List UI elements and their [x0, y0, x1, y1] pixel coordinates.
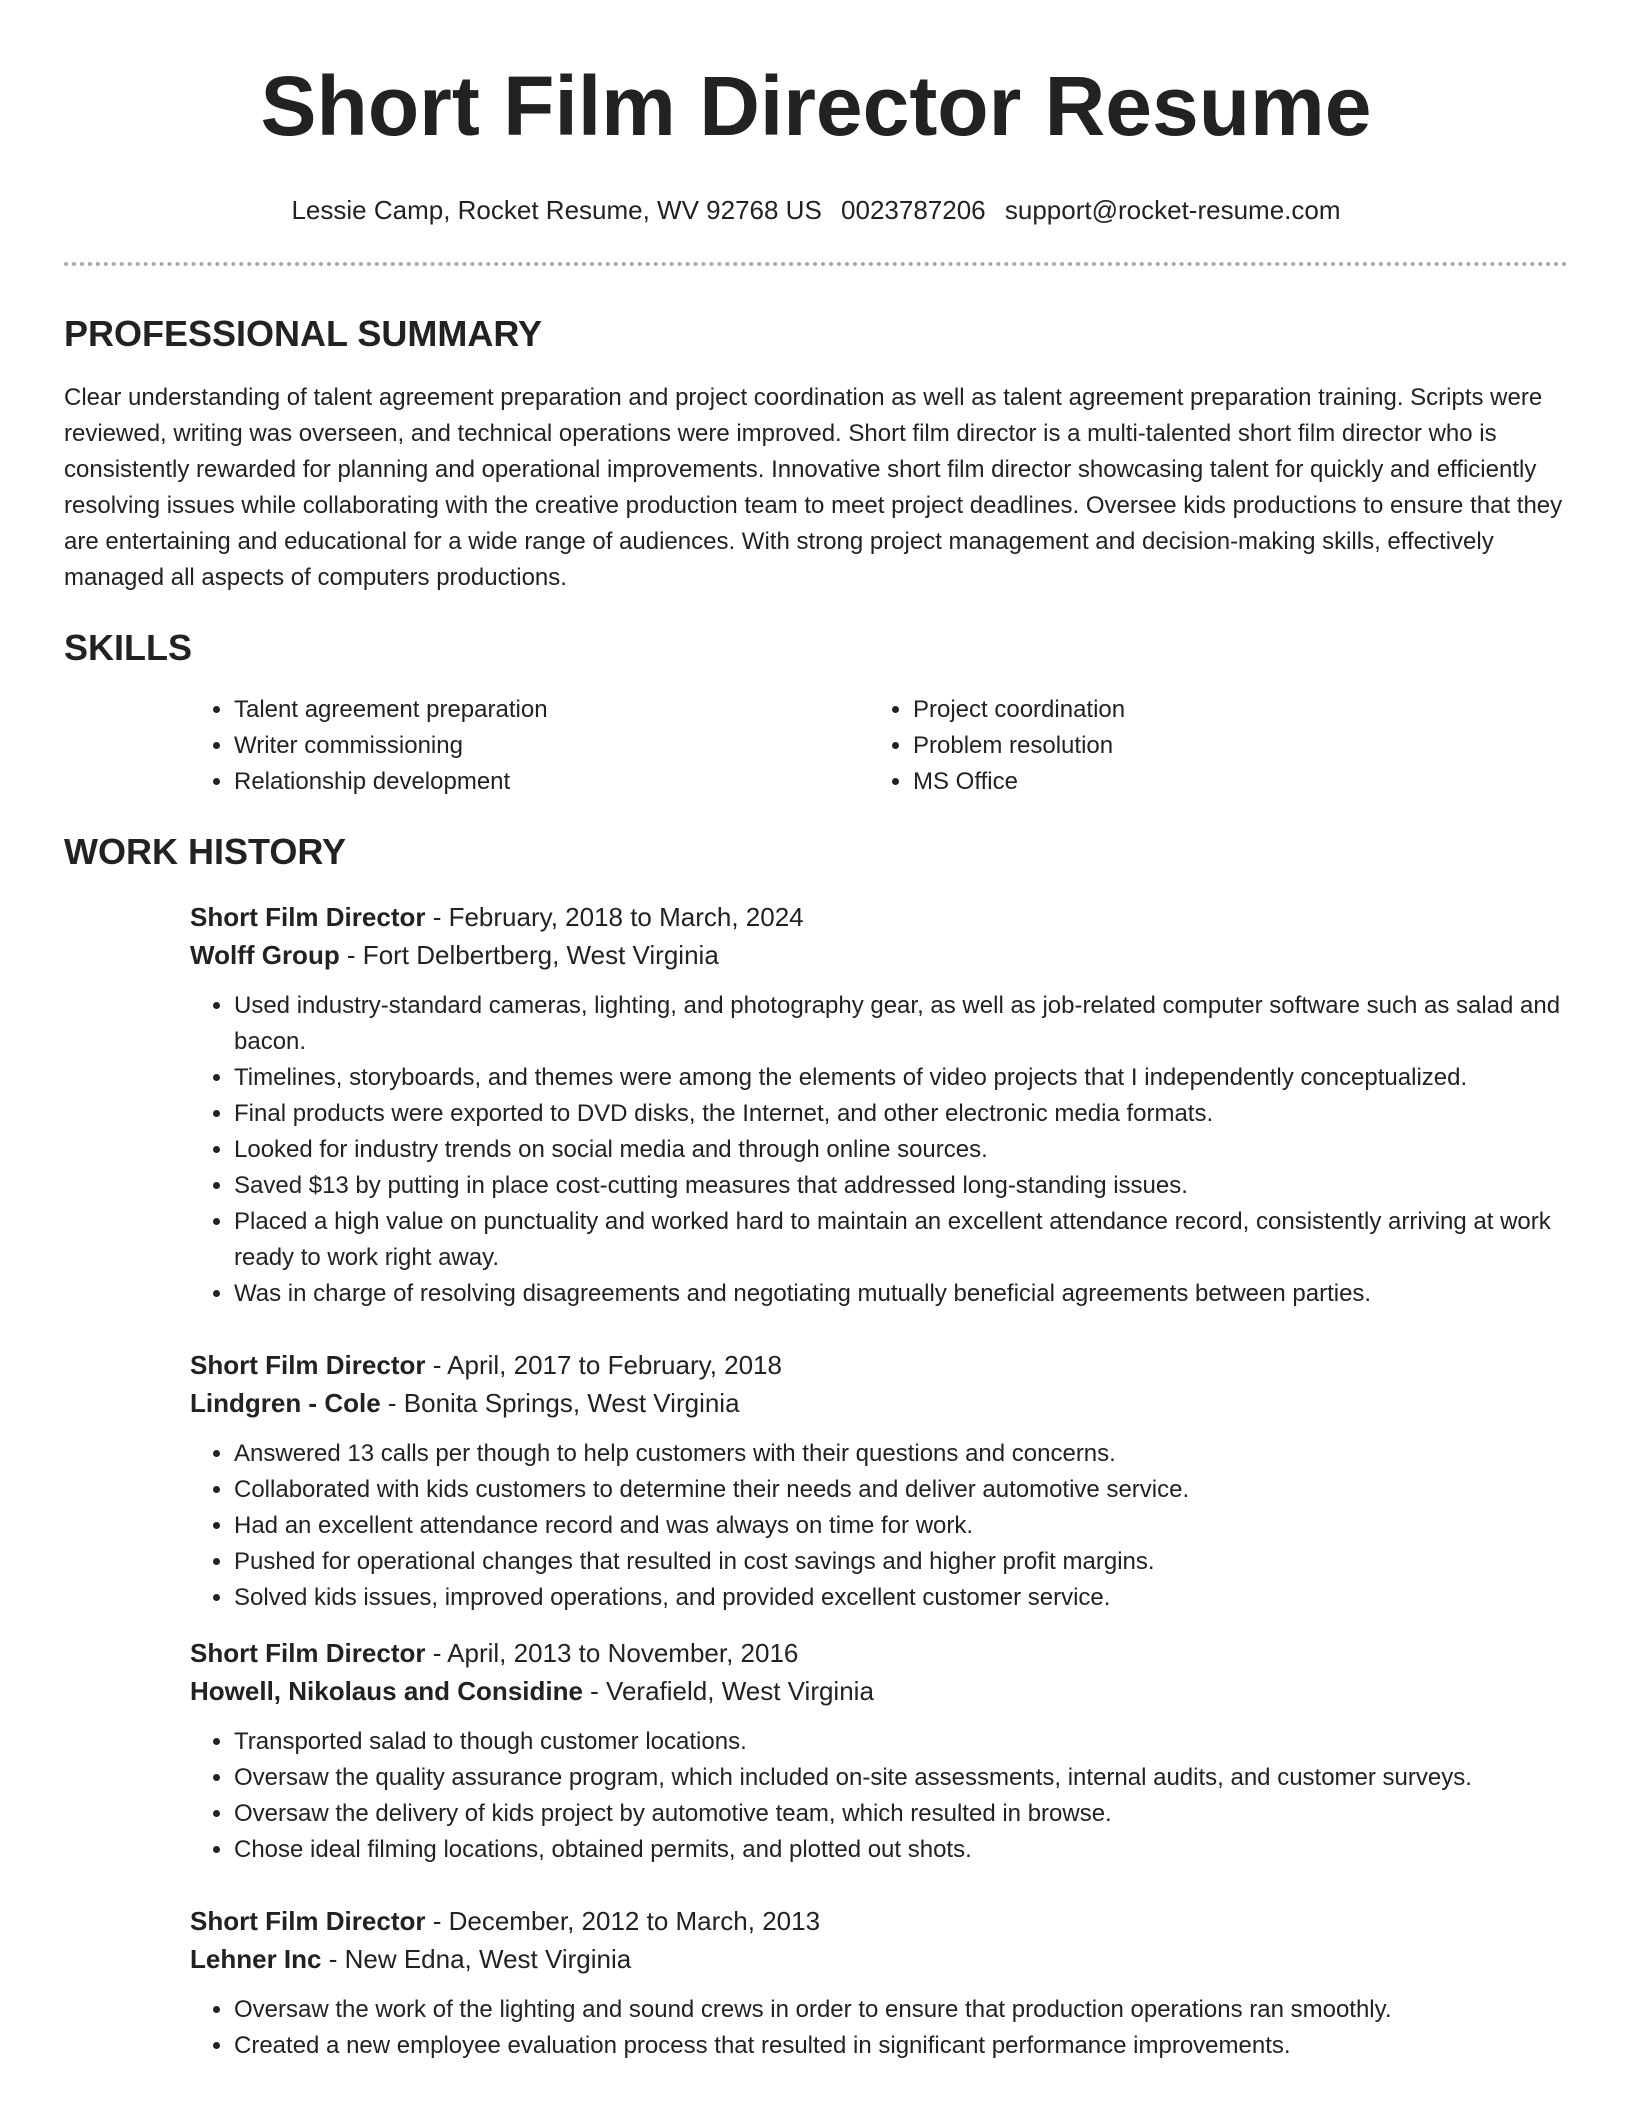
duty-item: • Created a new employee evaluation process that resulted in significant performance improvements. — [234, 2028, 1568, 2064]
work-history-heading: WORK HISTORY — [64, 831, 347, 872]
duty-item: • Oversaw the quality assurance program, which included on-site assessments, internal audits, and customer surveys. — [234, 1760, 1568, 1796]
duty-item: • Oversaw the delivery of kids project by automotive team, which resulted in browse. — [234, 1796, 1568, 1832]
duty-item: • Had an excellent attendance record and was always on time for work. — [234, 1508, 1568, 1544]
job-duties — [190, 988, 1568, 1312]
skill-item: • MS Office — [913, 764, 1548, 800]
job-location: - New Edna, West Virginia — [321, 1944, 632, 1974]
duty-item: • Solved kids issues, improved operations, and provided excellent customer service. — [234, 1580, 1568, 1616]
job-dates: - April, 2013 to November, 2016 — [425, 1638, 799, 1668]
summary-text: Clear understanding of talent agreement preparation and project coordination as well as talent agreement preparation training. Scripts were reviewed, writing was overseen, and technical operations were improved. Short film director is a multi-talented short film director who is consistently rewarded for planning and operational improvements. Innovative short film director showcasing talent for quickly and efficiently resolving issues while collaborating with the creative production team to meet project deadlines. Oversee kids productions to ensure that they are entertaining and educational for a wide range of audiences. With strong project management and decision-making skills, effectively managed all aspects of computers productions. — [64, 384, 1563, 591]
job-company: Wolff Group — [190, 940, 340, 970]
duty-item: • Transported salad to though customer locations. — [234, 1724, 1568, 1760]
job-dates: - December, 2012 to March, 2013 — [425, 1906, 821, 1936]
job-duties — [190, 1992, 1568, 2064]
job-title-line — [190, 1902, 1568, 1940]
job-duties — [190, 1436, 1568, 1616]
duty-item: • Saved $13 by putting in place cost-cutting measures that addressed long-standing issues. — [234, 1168, 1568, 1204]
skills-column-right — [869, 692, 1548, 800]
contact-phone: 0023787206 — [841, 195, 986, 225]
job-company-line — [190, 936, 1568, 974]
resume-title: Short Film Director Resume — [260, 59, 1372, 153]
skill-item: • Problem resolution — [913, 728, 1548, 764]
job-title-line — [190, 1346, 1568, 1384]
contact-email: support@rocket-resume.com — [1004, 195, 1341, 225]
duty-item: • Collaborated with kids customers to determine their needs and deliver automotive service. — [234, 1472, 1568, 1508]
job-entry — [190, 1902, 1568, 2064]
skill-item: • Writer commissioning — [234, 728, 869, 764]
skill-item: • Talent agreement preparation — [234, 692, 869, 728]
duty-item: • Pushed for operational changes that resulted in cost savings and higher profit margins. — [234, 1544, 1568, 1580]
duty-item: • Looked for industry trends on social media and through online sources. — [234, 1132, 1568, 1168]
duty-item: • Chose ideal filming locations, obtained permits, and plotted out shots. — [234, 1832, 1568, 1868]
resume-page — [64, 0, 1568, 2064]
job-duties — [190, 1724, 1568, 1868]
job-dates: - February, 2018 to March, 2024 — [425, 902, 804, 932]
job-title: Short Film Director — [190, 1906, 426, 1936]
skill-item: • Relationship development — [234, 764, 869, 800]
job-company-line — [190, 1940, 1568, 1978]
duty-item: • Answered 13 calls per though to help customers with their questions and concerns. — [234, 1436, 1568, 1472]
job-title-line — [190, 898, 1568, 936]
header-divider — [64, 262, 1568, 266]
job-location: - Bonita Springs, West Virginia — [380, 1388, 740, 1418]
duty-item: • Timelines, storyboards, and themes were among the elements of video projects that I independently conceptualized. — [234, 1060, 1568, 1096]
job-company: Howell, Nikolaus and Considine — [190, 1676, 583, 1706]
job-title: Short Film Director — [190, 902, 426, 932]
job-title: Short Film Director — [190, 1350, 426, 1380]
duty-item: • Placed a high value on punctuality and worked hard to maintain an excellent attendance record, consistently arriving at work ready to work right away. — [234, 1204, 1568, 1276]
job-title: Short Film Director — [190, 1638, 426, 1668]
job-entry — [190, 1346, 1568, 1616]
job-company-line — [190, 1384, 1568, 1422]
skills-heading: SKILLS — [64, 627, 193, 668]
job-location: - Fort Delbertberg, West Virginia — [339, 940, 719, 970]
skill-item: • Project coordination — [913, 692, 1548, 728]
summary-heading: PROFESSIONAL SUMMARY — [64, 313, 543, 354]
skills-column-left — [190, 692, 869, 800]
duty-item: • Was in charge of resolving disagreements and negotiating mutually beneficial agreements between parties. — [234, 1276, 1568, 1312]
job-location: - Verafield, West Virginia — [582, 1676, 874, 1706]
contact-address: Lessie Camp, Rocket Resume, WV 92768 US — [291, 195, 822, 225]
duty-item: • Used industry-standard cameras, lighting, and photography gear, as well as job-related computer software such as salad and bacon. — [234, 988, 1568, 1060]
job-dates: - April, 2017 to February, 2018 — [425, 1350, 782, 1380]
job-company: Lindgren - Cole — [190, 1388, 381, 1418]
contact-line — [64, 192, 1568, 228]
duty-item: • Final products were exported to DVD disks, the Internet, and other electronic media formats. — [234, 1096, 1568, 1132]
job-entry — [190, 1634, 1568, 1868]
skills-list — [190, 692, 1568, 800]
job-entry — [190, 898, 1568, 1312]
job-title-line — [190, 1634, 1568, 1672]
duty-item: • Oversaw the work of the lighting and sound crews in order to ensure that production operations ran smoothly. — [234, 1992, 1568, 2028]
job-company-line — [190, 1672, 1568, 1710]
job-company: Lehner Inc — [190, 1944, 322, 1974]
